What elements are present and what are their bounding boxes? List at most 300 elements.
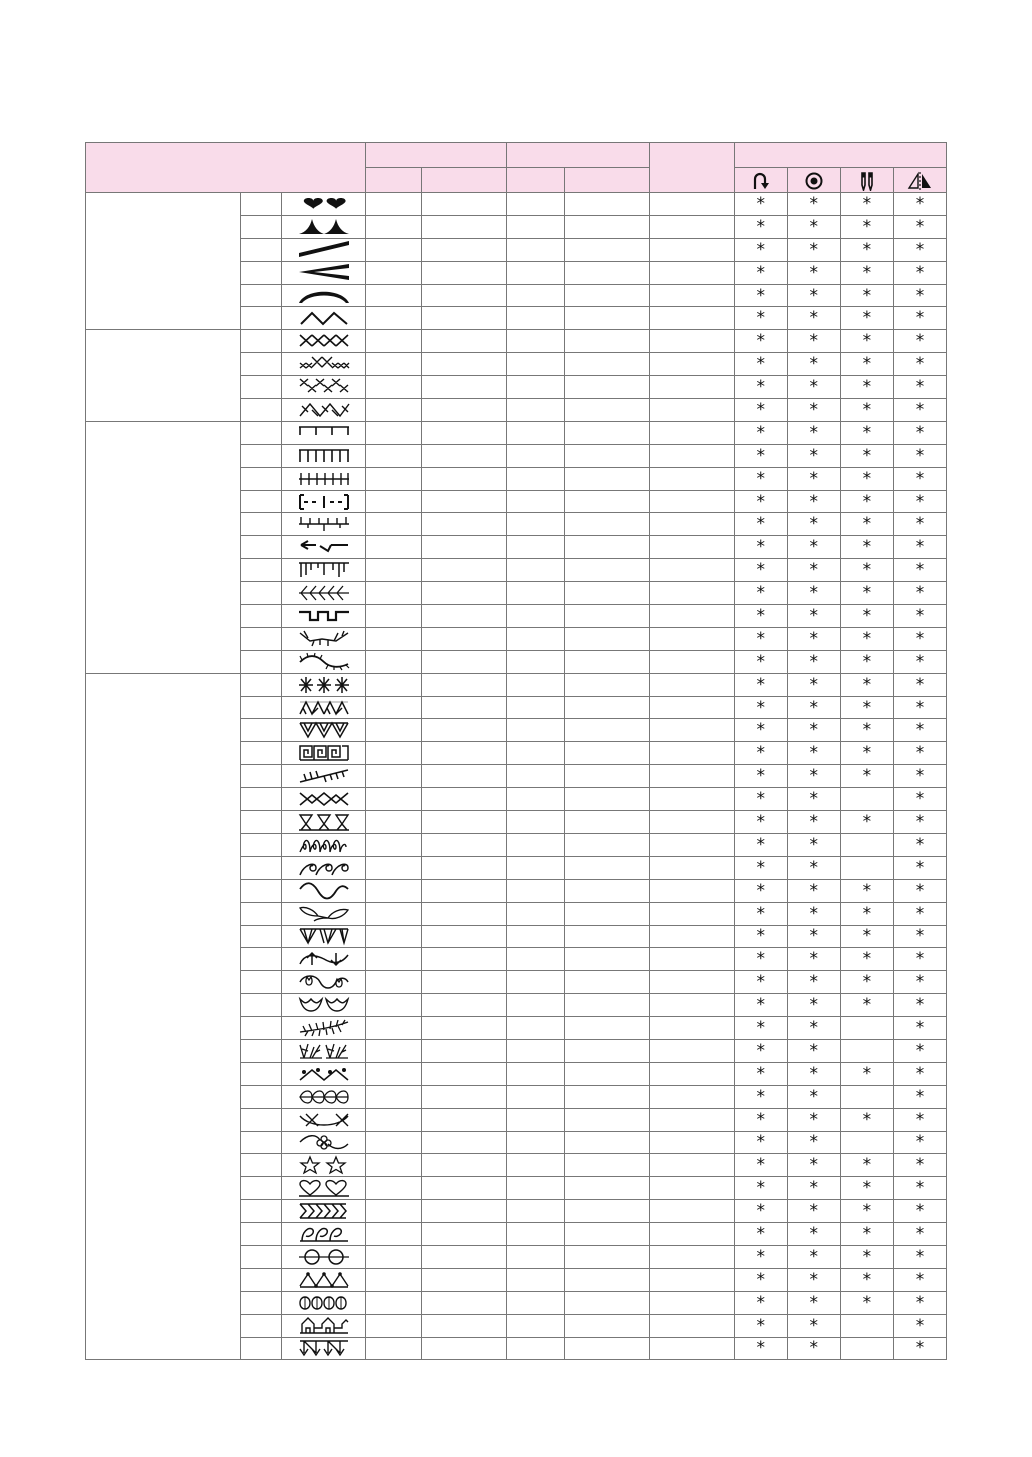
lock-stitch-mark: * <box>787 833 840 856</box>
lock-stitch-mark: * <box>787 719 840 742</box>
twin-needle-mark: * <box>840 971 893 994</box>
value-cell <box>422 1200 507 1223</box>
mirror-image-mark: * <box>893 444 946 467</box>
value-cell <box>649 399 734 422</box>
reverse-mark: * <box>734 376 787 399</box>
value-cell <box>422 1017 507 1040</box>
value-cell <box>366 490 422 513</box>
twin-needle-mark <box>840 833 893 856</box>
value-cell <box>564 879 649 902</box>
value-cell <box>366 1154 422 1177</box>
value-cell <box>507 284 564 307</box>
value-cell <box>564 1017 649 1040</box>
value-cell <box>649 673 734 696</box>
reverse-mark: * <box>734 765 787 788</box>
value-cell <box>507 376 564 399</box>
value-cell <box>507 1039 564 1062</box>
value-cell <box>422 1085 507 1108</box>
mirror-image-mark: * <box>893 1108 946 1131</box>
row-number-cell <box>241 1314 282 1337</box>
value-cell <box>507 1245 564 1268</box>
row-number-cell <box>241 994 282 1017</box>
reverse-mark: * <box>734 1177 787 1200</box>
value-cell <box>422 513 507 536</box>
value-cell <box>422 536 507 559</box>
value-cell <box>422 467 507 490</box>
value-cell <box>422 330 507 353</box>
mirror-image-mark: * <box>893 605 946 628</box>
row-number-cell <box>241 1154 282 1177</box>
value-cell <box>507 1017 564 1040</box>
row-number-cell <box>241 902 282 925</box>
lock-stitch-icon <box>787 168 840 193</box>
value-cell <box>366 902 422 925</box>
value-cell <box>422 742 507 765</box>
lock-stitch-mark: * <box>787 788 840 811</box>
mirror-image-mark: * <box>893 1314 946 1337</box>
stitch-pattern-triangles-icon <box>282 719 366 742</box>
value-cell <box>564 284 649 307</box>
lock-stitch-mark: * <box>787 238 840 261</box>
value-cell <box>422 490 507 513</box>
value-cell <box>564 1337 649 1360</box>
value-cell <box>422 238 507 261</box>
twin-needle-mark: * <box>840 673 893 696</box>
reverse-mark: * <box>734 1154 787 1177</box>
row-number-cell <box>241 605 282 628</box>
row-number-cell <box>241 444 282 467</box>
value-cell <box>649 330 734 353</box>
value-cell <box>564 307 649 330</box>
value-cell <box>507 193 564 216</box>
value-cell <box>366 307 422 330</box>
stitch-pattern-branch-icon <box>282 627 366 650</box>
value-cell <box>649 376 734 399</box>
twin-needle-mark: * <box>840 467 893 490</box>
reverse-mark: * <box>734 650 787 673</box>
value-cell <box>366 1245 422 1268</box>
value-cell <box>649 627 734 650</box>
value-cell <box>366 856 422 879</box>
value-cell <box>422 1108 507 1131</box>
reverse-mark: * <box>734 1039 787 1062</box>
value-cell <box>564 421 649 444</box>
value-cell <box>366 765 422 788</box>
value-cell <box>564 582 649 605</box>
value-cell <box>422 1291 507 1314</box>
twin-needle-mark <box>840 1337 893 1360</box>
twin-needle-mark: * <box>840 696 893 719</box>
twin-needle-mark: * <box>840 193 893 216</box>
row-number-cell <box>241 307 282 330</box>
value-cell <box>422 811 507 834</box>
stitch-pattern-feather-steps-icon <box>282 765 366 788</box>
value-cell <box>649 1200 734 1223</box>
stitch-pattern-cross-small-large-icon <box>282 353 366 376</box>
value-cell <box>507 536 564 559</box>
value-cell <box>422 1337 507 1360</box>
value-cell <box>564 536 649 559</box>
value-cell <box>649 1131 734 1154</box>
mirror-image-mark: * <box>893 925 946 948</box>
reverse-mark: * <box>734 879 787 902</box>
value-cell <box>507 650 564 673</box>
reverse-mark: * <box>734 399 787 422</box>
row-number-cell <box>241 1085 282 1108</box>
value-cell <box>649 1085 734 1108</box>
value-cell <box>507 353 564 376</box>
value-cell <box>422 856 507 879</box>
value-cell <box>366 788 422 811</box>
lock-stitch-mark: * <box>787 627 840 650</box>
value-cell <box>366 353 422 376</box>
row-number-cell <box>241 215 282 238</box>
row-number-cell <box>241 1337 282 1360</box>
reverse-mark: * <box>734 627 787 650</box>
reverse-mark: * <box>734 742 787 765</box>
row-number-cell <box>241 467 282 490</box>
mirror-image-mark: * <box>893 1200 946 1223</box>
mirror-image-mark: * <box>893 1085 946 1108</box>
stitch-pattern-leaves-icon <box>282 902 366 925</box>
stitch-pattern-grass-icon <box>282 1039 366 1062</box>
reverse-mark: * <box>734 696 787 719</box>
value-cell <box>422 261 507 284</box>
value-cell <box>564 1268 649 1291</box>
twin-needle-mark <box>840 1131 893 1154</box>
mirror-image-mark: * <box>893 1223 946 1246</box>
header-sub-1a <box>366 168 422 193</box>
mirror-image-mark: * <box>893 719 946 742</box>
value-cell <box>366 1131 422 1154</box>
stitch-pattern-cross-zigzag-icon <box>282 399 366 422</box>
twin-needle-mark: * <box>840 238 893 261</box>
stitch-pattern-dash-bracket-icon <box>282 490 366 513</box>
mirror-image-mark: * <box>893 353 946 376</box>
stitch-pattern-stair-ticks-icon <box>282 559 366 582</box>
lock-stitch-mark: * <box>787 330 840 353</box>
value-cell <box>649 536 734 559</box>
value-cell <box>564 1245 649 1268</box>
value-cell <box>564 925 649 948</box>
row-number-cell <box>241 719 282 742</box>
header-functions <box>734 143 946 168</box>
value-cell <box>422 833 507 856</box>
value-cell <box>649 1177 734 1200</box>
twin-needle-mark <box>840 1314 893 1337</box>
twin-needle-mark: * <box>840 1223 893 1246</box>
value-cell <box>649 879 734 902</box>
row-number-cell <box>241 559 282 582</box>
value-cell <box>564 856 649 879</box>
value-cell <box>422 719 507 742</box>
value-cell <box>507 948 564 971</box>
reverse-mark: * <box>734 1314 787 1337</box>
lock-stitch-mark: * <box>787 765 840 788</box>
value-cell <box>507 1223 564 1246</box>
value-cell <box>649 261 734 284</box>
value-cell <box>366 1062 422 1085</box>
value-cell <box>366 444 422 467</box>
lock-stitch-mark: * <box>787 582 840 605</box>
twin-needle-mark: * <box>840 1108 893 1131</box>
stitch-pattern-arrows-left-icon <box>282 582 366 605</box>
lock-stitch-mark: * <box>787 673 840 696</box>
value-cell <box>422 376 507 399</box>
reverse-mark: * <box>734 1085 787 1108</box>
value-cell <box>507 215 564 238</box>
value-cell <box>422 193 507 216</box>
mirror-image-mark: * <box>893 490 946 513</box>
lock-stitch-mark: * <box>787 948 840 971</box>
value-cell <box>507 1268 564 1291</box>
reverse-mark: * <box>734 788 787 811</box>
lock-stitch-mark: * <box>787 1291 840 1314</box>
header-group-4 <box>649 143 734 193</box>
row-number-cell <box>241 330 282 353</box>
row-number-cell <box>241 193 282 216</box>
value-cell <box>422 399 507 422</box>
twin-needle-mark: * <box>840 811 893 834</box>
value-cell <box>507 627 564 650</box>
mirror-image-mark: * <box>893 421 946 444</box>
value-cell <box>649 1268 734 1291</box>
reverse-mark: * <box>734 215 787 238</box>
value-cell <box>649 1039 734 1062</box>
row-number-cell <box>241 353 282 376</box>
value-cell <box>649 788 734 811</box>
stitch-pattern-pointed-peaks-icon <box>282 215 366 238</box>
stitch-pattern-cross-offset-icon <box>282 376 366 399</box>
value-cell <box>507 467 564 490</box>
row-number-cell <box>241 788 282 811</box>
lock-stitch-mark: * <box>787 925 840 948</box>
twin-needle-mark: * <box>840 742 893 765</box>
value-cell <box>507 742 564 765</box>
value-cell <box>564 1223 649 1246</box>
value-cell <box>507 925 564 948</box>
twin-needle-mark: * <box>840 376 893 399</box>
row-number-cell <box>241 925 282 948</box>
row-number-cell <box>241 1245 282 1268</box>
mirror-image-mark: * <box>893 1177 946 1200</box>
header-group-2 <box>366 143 507 168</box>
stitch-pattern-hearts-icon <box>282 193 366 216</box>
stitch-pattern-plus-line-icon <box>282 467 366 490</box>
stitch-pattern-hearts-outline-icon <box>282 1177 366 1200</box>
stitch-pattern-leaf-chain-icon <box>282 1085 366 1108</box>
value-cell <box>422 994 507 1017</box>
row-number-cell <box>241 399 282 422</box>
value-cell <box>649 421 734 444</box>
lock-stitch-mark: * <box>787 879 840 902</box>
value-cell <box>564 1108 649 1131</box>
value-cell <box>564 1177 649 1200</box>
row-number-cell <box>241 811 282 834</box>
twin-needle-mark: * <box>840 582 893 605</box>
value-cell <box>366 1017 422 1040</box>
value-cell <box>564 399 649 422</box>
value-cell <box>564 650 649 673</box>
value-cell <box>507 238 564 261</box>
value-cell <box>564 559 649 582</box>
value-cell <box>422 605 507 628</box>
stitch-pattern-spirals-icon <box>282 856 366 879</box>
stitch-pattern-circles-icon <box>282 1245 366 1268</box>
row-number-cell <box>241 261 282 284</box>
value-cell <box>366 215 422 238</box>
reverse-mark: * <box>734 261 787 284</box>
mirror-image-mark: * <box>893 765 946 788</box>
lock-stitch-mark: * <box>787 1039 840 1062</box>
table-row <box>86 673 947 696</box>
value-cell <box>366 650 422 673</box>
stitch-pattern-arch-icon <box>282 284 366 307</box>
twin-needle-mark <box>840 1017 893 1040</box>
value-cell <box>422 650 507 673</box>
mirror-image-mark: * <box>893 971 946 994</box>
stitch-pattern-lotus-icon <box>282 994 366 1017</box>
group-label-cell <box>86 673 241 1360</box>
value-cell <box>564 994 649 1017</box>
twin-needle-mark: * <box>840 925 893 948</box>
value-cell <box>649 719 734 742</box>
stitch-pattern-diamonds-outline-icon <box>282 696 366 719</box>
twin-needle-mark: * <box>840 490 893 513</box>
value-cell <box>422 353 507 376</box>
value-cell <box>564 1131 649 1154</box>
reverse-mark: * <box>734 490 787 513</box>
value-cell <box>564 1154 649 1177</box>
reverse-mark: * <box>734 1200 787 1223</box>
value-cell <box>564 833 649 856</box>
value-cell <box>649 856 734 879</box>
value-cell <box>422 582 507 605</box>
lock-stitch-mark: * <box>787 856 840 879</box>
reverse-mark: * <box>734 994 787 1017</box>
twin-needle-mark: * <box>840 879 893 902</box>
row-number-cell <box>241 490 282 513</box>
row-number-cell <box>241 948 282 971</box>
twin-needle-mark: * <box>840 902 893 925</box>
twin-needle-mark <box>840 1085 893 1108</box>
value-cell <box>649 353 734 376</box>
mirror-image-mark: * <box>893 742 946 765</box>
value-cell <box>649 284 734 307</box>
value-cell <box>422 673 507 696</box>
value-cell <box>366 284 422 307</box>
value-cell <box>507 1177 564 1200</box>
lock-stitch-mark: * <box>787 971 840 994</box>
value-cell <box>366 879 422 902</box>
value-cell <box>649 605 734 628</box>
value-cell <box>507 1200 564 1223</box>
value-cell <box>366 1268 422 1291</box>
value-cell <box>564 742 649 765</box>
reverse-mark: * <box>734 1268 787 1291</box>
value-cell <box>366 376 422 399</box>
table-body <box>86 193 947 1360</box>
stitch-pattern-fern-icon <box>282 1017 366 1040</box>
value-cell <box>507 261 564 284</box>
twin-needle-mark: * <box>840 444 893 467</box>
value-cell <box>366 330 422 353</box>
row-number-cell <box>241 627 282 650</box>
twin-needle-mark: * <box>840 215 893 238</box>
value-cell <box>507 582 564 605</box>
value-cell <box>564 1200 649 1223</box>
mirror-image-mark: * <box>893 330 946 353</box>
value-cell <box>366 1039 422 1062</box>
table-row <box>86 421 947 444</box>
twin-needle-mark: * <box>840 1245 893 1268</box>
value-cell <box>507 719 564 742</box>
row-number-cell <box>241 421 282 444</box>
lock-stitch-mark: * <box>787 811 840 834</box>
value-cell <box>422 1062 507 1085</box>
row-number-cell <box>241 513 282 536</box>
lock-stitch-mark: * <box>787 1337 840 1360</box>
reverse-mark: * <box>734 444 787 467</box>
value-cell <box>422 1223 507 1246</box>
header-group-3 <box>507 143 649 168</box>
value-cell <box>507 307 564 330</box>
value-cell <box>649 696 734 719</box>
value-cell <box>507 1291 564 1314</box>
lock-stitch-mark: * <box>787 1223 840 1246</box>
value-cell <box>366 1108 422 1131</box>
twin-needle-mark: * <box>840 1154 893 1177</box>
header-sub-2a <box>507 168 564 193</box>
row-number-cell <box>241 238 282 261</box>
value-cell <box>366 1337 422 1360</box>
twin-needle-mark: * <box>840 650 893 673</box>
value-cell <box>366 1200 422 1223</box>
value-cell <box>649 1223 734 1246</box>
value-cell <box>507 444 564 467</box>
lock-stitch-mark: * <box>787 605 840 628</box>
value-cell <box>649 444 734 467</box>
reverse-mark: * <box>734 1291 787 1314</box>
mirror-image-mark: * <box>893 307 946 330</box>
value-cell <box>507 605 564 628</box>
twin-needle-mark: * <box>840 605 893 628</box>
value-cell <box>564 467 649 490</box>
value-cell <box>507 696 564 719</box>
row-number-cell <box>241 742 282 765</box>
lock-stitch-mark: * <box>787 215 840 238</box>
stitch-pattern-x-bows-icon <box>282 811 366 834</box>
twin-needle-mark: * <box>840 284 893 307</box>
stitch-pattern-arrows-up-down-icon <box>282 948 366 971</box>
mirror-image-mark: * <box>893 673 946 696</box>
value-cell <box>649 1108 734 1131</box>
value-cell <box>507 673 564 696</box>
value-cell <box>366 238 422 261</box>
lock-stitch-mark: * <box>787 1108 840 1131</box>
value-cell <box>422 1314 507 1337</box>
value-cell <box>564 444 649 467</box>
twin-needle-mark: * <box>840 994 893 1017</box>
reverse-mark: * <box>734 811 787 834</box>
twin-needle-mark: * <box>840 948 893 971</box>
value-cell <box>366 559 422 582</box>
lock-stitch-mark: * <box>787 1200 840 1223</box>
value-cell <box>366 605 422 628</box>
mirror-image-mark: * <box>893 261 946 284</box>
stitch-pattern-lash-wave-icon <box>282 650 366 673</box>
reverse-mark: * <box>734 467 787 490</box>
